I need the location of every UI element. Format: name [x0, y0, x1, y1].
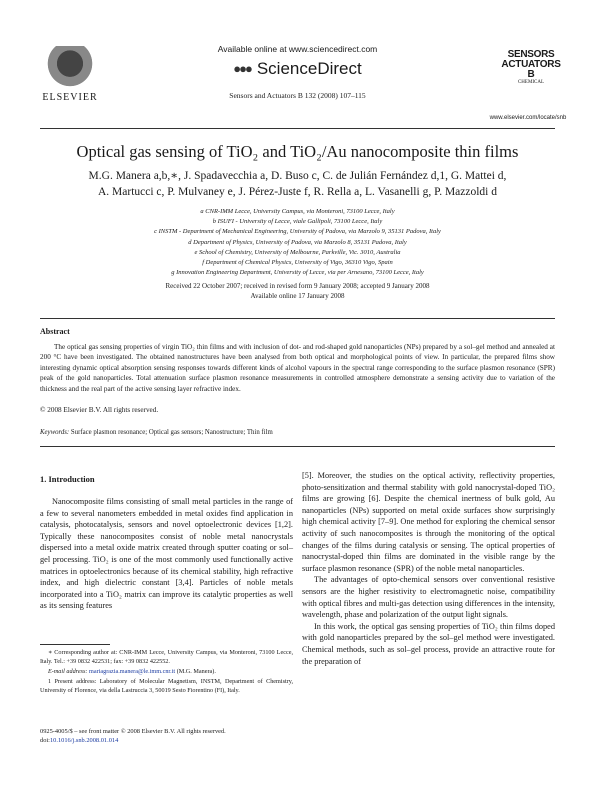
journal-logo-line-2: ACTUATORS — [501, 59, 561, 70]
intro-paragraph-1-cont: [5]. Moreover, the studies on the optical activity, reflectivity properties, photo-sensitization and thermal stability with gold nanocrystal-doped TiO₂ films are growing [6]. Despite the chemical inertness of bulk gold, Au nanoparticles (NPs) supported on metal oxide surfaces show surprisingly high chemical activity [7–9]. One method for exploring the chemical sensor activity of such nanocomposites is through the monitoring of the optical changes of the films during catalysis or sensing. The optical properties of nanocrystal-doped thin films are dominated in the visible range by the surface plasmon resonance (SPR) of the noble metal nanoparticles. — [302, 471, 555, 573]
front-matter — [40, 727, 293, 745]
affiliation-b: b ISUFI - University of Lecce, viale Gallipoli, 73100 Lecce, Italy — [212, 218, 383, 226]
available-online-date: Available online 17 January 2008 — [250, 291, 345, 300]
footnotes — [40, 648, 293, 696]
author-line-2: A. Martucci c, P. Mulvaney e, J. Pérez-Juste f, R. Rella a, L. Vasanelli g, P. Mazzoldi d — [97, 186, 497, 198]
doi-label: doi: — [40, 737, 50, 744]
journal-logo-sub: CHEMICAL — [517, 80, 545, 85]
doi-line — [40, 736, 293, 745]
received-dates: Received 22 October 2007; received in revised form 9 January 2008; accepted 9 January 2008 — [165, 282, 430, 290]
footnote-email — [40, 667, 293, 676]
footnote-divider — [40, 644, 110, 645]
header-divider — [40, 128, 555, 129]
abstract-body: The optical gas sensing properties of virgin TiO₂ thin films and with inclusion of dot- and rod-shaped gold nanoparticles (NPs) prepared by a sol–gel method and annealed at 200 °C have been investigated. The obtained nanostructures have been analysed from both optical and morphological points of view. In particular, the prepared films show interesting dynamic optical absorption sensing responses towards different kinds of alcohol vapours in the spectral range corresponding to the surface plasmon resonance (SPR) peak of the gold nanoparticles. Total attenuation surface plasmon resonance measurements in controlled atmosphere demonstrate a sensing activity due to variation of the thickness and the real part of the active sensing layer refractive index. — [40, 343, 555, 393]
journal-logo — [500, 50, 562, 86]
abstract-copyright: © 2008 Elsevier B.V. All rights reserved. — [40, 406, 159, 414]
footnote-present-address: 1 Present address: Laboratory of Molecular Magnetism, INSTM, Department of Chemistry, University of Florence, via della Lastruccia 3, 50019 Sesto Fiorentino (FI), Italy. — [40, 678, 293, 694]
front-matter-line: 0925-4005/$ – see front matter © 2008 Elsevier B.V. All rights reserved. — [40, 728, 226, 735]
journal-url[interactable]: www.elsevier.com/locate/snb — [489, 115, 567, 121]
journal-reference: Sensors and Actuators B 132 (2008) 107–115 — [229, 91, 366, 100]
keywords-label: Keywords: — [40, 429, 70, 436]
affiliation-c: c INSTM - Department of Mechanical Engineering, University of Padova, via Marzolo 9, 35131 Padova, Italy — [154, 228, 441, 236]
footnote-corresponding: ∗ Corresponding author at: CNR-IMM Lecce, University Campus, via Monteroni, 73100 Lecce, Italy. Tel.: +39 0832 422531; fax: +39 0832 422552. — [40, 649, 293, 665]
affiliation-d: d Department of Physics, University of Padova, via Marzolo 8, 35131 Padova, Italy — [188, 238, 407, 246]
intro-paragraph-3: In this work, the optical gas sensing properties of TiO₂ thin films doped with gold nanoparticles prepared by the sol–gel method were investigated. Chemical methods, such as sol–gel process, provide an attractive route for the preparation of — [302, 621, 555, 666]
email-link[interactable]: mariagrazia.manera@le.imm.cnr.it — [89, 668, 176, 675]
paper-title: Optical gas sensing of TiO₂ and TiO₂/Au nanocomposite thin films — [76, 142, 519, 161]
sciencedirect-logo — [110, 59, 485, 79]
doi-link[interactable]: 10.1016/j.snb.2008.01.014 — [49, 737, 119, 744]
footnote-email-label: E-mail address: — [48, 668, 88, 675]
affiliation-a: a CNR-IMM Lecce, University Campus, via Monteroni, 73100 Lecce, Italy — [200, 208, 395, 215]
abstract-heading: Abstract — [40, 327, 70, 336]
keywords-divider — [40, 446, 555, 447]
elsevier-tree-icon — [44, 46, 96, 90]
keywords — [40, 429, 555, 436]
author-list — [50, 168, 545, 200]
left-column — [40, 496, 293, 612]
header-center — [110, 44, 485, 100]
affiliation-f: f Department of Chemical Physics, University of Vigo, 36310 Vigo, Spain — [202, 259, 393, 267]
keywords-text: Surface plasmon resonance; Optical gas sensors; Nanostructure; Thin film — [70, 429, 273, 436]
journal-logo-line-1: SENSORS — [507, 49, 555, 60]
article-dates — [50, 282, 545, 301]
sciencedirect-wordmark: ScienceDirect — [256, 59, 362, 78]
footnote-email-suffix: (M.G. Manera). — [176, 668, 216, 675]
journal-logo-line-3: B — [527, 69, 535, 80]
abstract-divider — [40, 318, 555, 319]
section-heading-introduction: 1. Introduction — [40, 474, 95, 484]
intro-paragraph-2: The advantages of opto-chemical sensors over conventional resistive sensors are the higher resistivity to electromagnetic noise, compatibility with optical fibres and multi-gas detection using differences in the intensity, wavelength, phase and polarization of the output light signals. — [302, 575, 555, 620]
affiliation-e: e School of Chemistry, University of Melbourne, Parkville, Vic. 3010, Australia — [194, 248, 401, 256]
available-online[interactable]: Available online at www.sciencedirect.com — [217, 44, 378, 54]
author-line-1: M.G. Manera a,b,∗, J. Spadavecchia a, D. Buso c, C. de Julián Fernández d,1, G. Mattei d, — [88, 170, 507, 182]
right-column — [302, 470, 555, 667]
affiliation-list — [50, 207, 545, 278]
elsevier-logo — [38, 46, 102, 103]
sciencedirect-dots-icon: ●●● — [233, 61, 251, 76]
elsevier-wordmark: ELSEVIER — [42, 92, 98, 103]
affiliation-g: g Innovation Engineering Department, University of Lecce, via per Arnesano, 73100 Lecce, Italy — [171, 269, 424, 277]
intro-paragraph-1: Nanocomposite films consisting of small metal particles in the range of a few to several nanometers embedded in metal oxides find application in catalysis, photocatalysis, sensors and novel optoelectronic devices [1,2]. Typically these nanocomposites consist of noble metal nanocrystals dispersed into a metal oxide matrix created through sputter coating or sol–gel processing. TiO₂ is one of the most commonly used functionally active matrices in optoelectronics because of its chemical stability, high refractive index, and high dielectric constant [3,4]. Particles of noble metals incorporated into a TiO₂ matrix can improve its catalytic properties as well as its sensing features — [40, 497, 293, 611]
